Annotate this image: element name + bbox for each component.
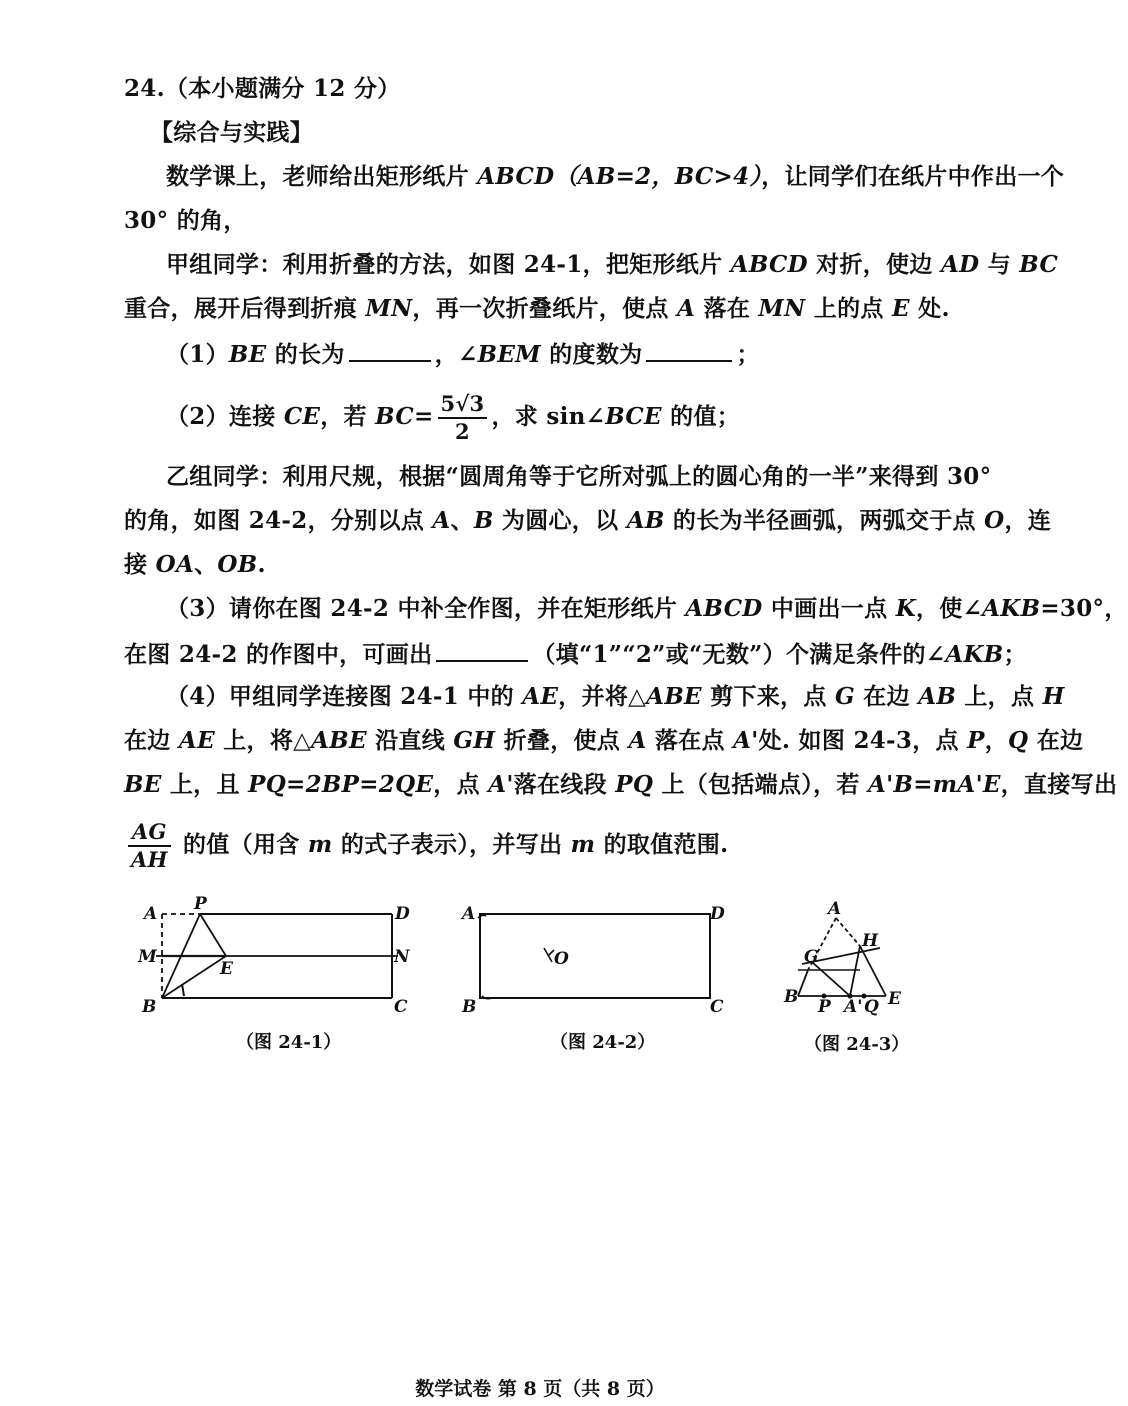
label-e: E [220,959,233,979]
label-a: A [144,904,158,924]
question-3-line-2: 在图 24-2 的作图中，可画出 （填“1”“2”或“无数”）个满足条件的∠AKB； [124,638,1027,670]
group-a-line-1: 甲组同学：利用折叠的方法，如图 24-1，把矩形纸片 ABCD 对折，使边 AD 与 BC [166,251,1059,278]
question-4-line-2: 在边 AE 上，将△ABE 沿直线 GH 折叠，使点 A 落在点 A'处. 如图 24-3，点 P，Q 在边 [124,727,1084,754]
fraction-ag-ah: $\frac{AG}{AH}$ [128,819,171,873]
group-b-line-3: 接 OA、OB. [124,551,266,578]
dashed-edge-ah [836,918,860,946]
question-4-line-3: BE 上，且 PQ=2BP=2QE，点 A'落在线段 PQ 上（包括端点），若 A'B=mA'E，直接写出 [124,771,1118,798]
group-b-line-1: 乙组同学：利用尺规，根据“圆周角等于它所对弧上的圆心角的一半”来得到 30° [166,463,992,490]
label-g: G [804,947,819,967]
figure-24-3-caption: （图 24-3） [804,1034,910,1055]
figure-24-2 [456,892,736,1027]
question-2: （2）连接 CE，若 BC= $\frac{5√3}{2}$ ，求 sin∠BCE 的值； [166,391,741,444]
question-1: （1）BE 的长为 ，∠BEM 的度数为 ； [166,338,760,370]
figure-24-2-caption: （图 24-2） [550,1032,656,1053]
label-c: C [394,997,408,1017]
label-p: P [818,997,831,1017]
label-d: D [395,904,410,924]
label-p: P [194,894,207,914]
label-a-prime: A' [844,997,863,1017]
answer-blank-1[interactable] [349,338,431,362]
question-4-line-4: $\frac{AG}{AH}$ 的值（用含 m 的式子表示），并写出 m 的取值范围. [124,816,728,874]
label-e: E [888,989,901,1009]
label-q: Q [864,997,879,1017]
question-4-line-1: （4）甲组同学连接图 24-1 中的 AE，并将△ABE 剪下来，点 G 在边 AB 上，点 H [166,683,1065,710]
label-o: O [554,949,569,969]
figure-24-3 [780,896,910,1026]
group-a-line-2: 重合，展开后得到折痕 MN，再一次折叠纸片，使点 A 落在 MN 上的点 E 处. [124,295,950,322]
label-h: H [862,931,879,951]
intro-line-1: 数学课上，老师给出矩形纸片 ABCD（AB=2，BC>4），让同学们在纸片中作出一个 [166,163,1065,190]
arc-intersection-mark [544,948,554,962]
label-b: B [142,997,157,1017]
label-b: B [784,987,799,1007]
section-title: 【综合与实践】 [150,119,314,146]
segment-ga1 [812,962,850,996]
angle-mark [182,984,184,996]
label-a: A [462,904,476,924]
segment-pe [200,914,226,956]
question-3-line-1: （3）请你在图 24-2 中补全作图，并在矩形纸片 ABCD 中画出一点 K，使∠AKB=30°， [166,595,1128,622]
question-heading: 24.（本小题满分 12 分） [124,75,401,102]
intro-line-2: 30° 的角， [124,207,247,234]
rectangle-abcd [480,914,710,998]
label-b: B [462,997,477,1017]
answer-blank-2[interactable] [646,338,732,362]
answer-blank-3[interactable] [436,638,528,662]
label-d: D [710,904,725,924]
group-b-line-2: 的角，如图 24-2，分别以点 A、B 为圆心，以 AB 的长为半径画弧，两弧交于点 O，连 [124,507,1052,534]
figure-24-1 [128,892,428,1027]
label-n: N [394,947,410,967]
page-footer: 数学试卷 第 8 页（共 8 页） [415,1378,665,1400]
figure-24-1-caption: （图 24-1） [236,1032,342,1053]
label-c: C [710,997,724,1017]
label-a: A [828,899,842,919]
edge-he [860,946,886,996]
label-m: M [138,947,157,967]
fraction-bc: $\frac{5√3}{2}$ [438,391,488,445]
edge-gb [798,970,808,996]
